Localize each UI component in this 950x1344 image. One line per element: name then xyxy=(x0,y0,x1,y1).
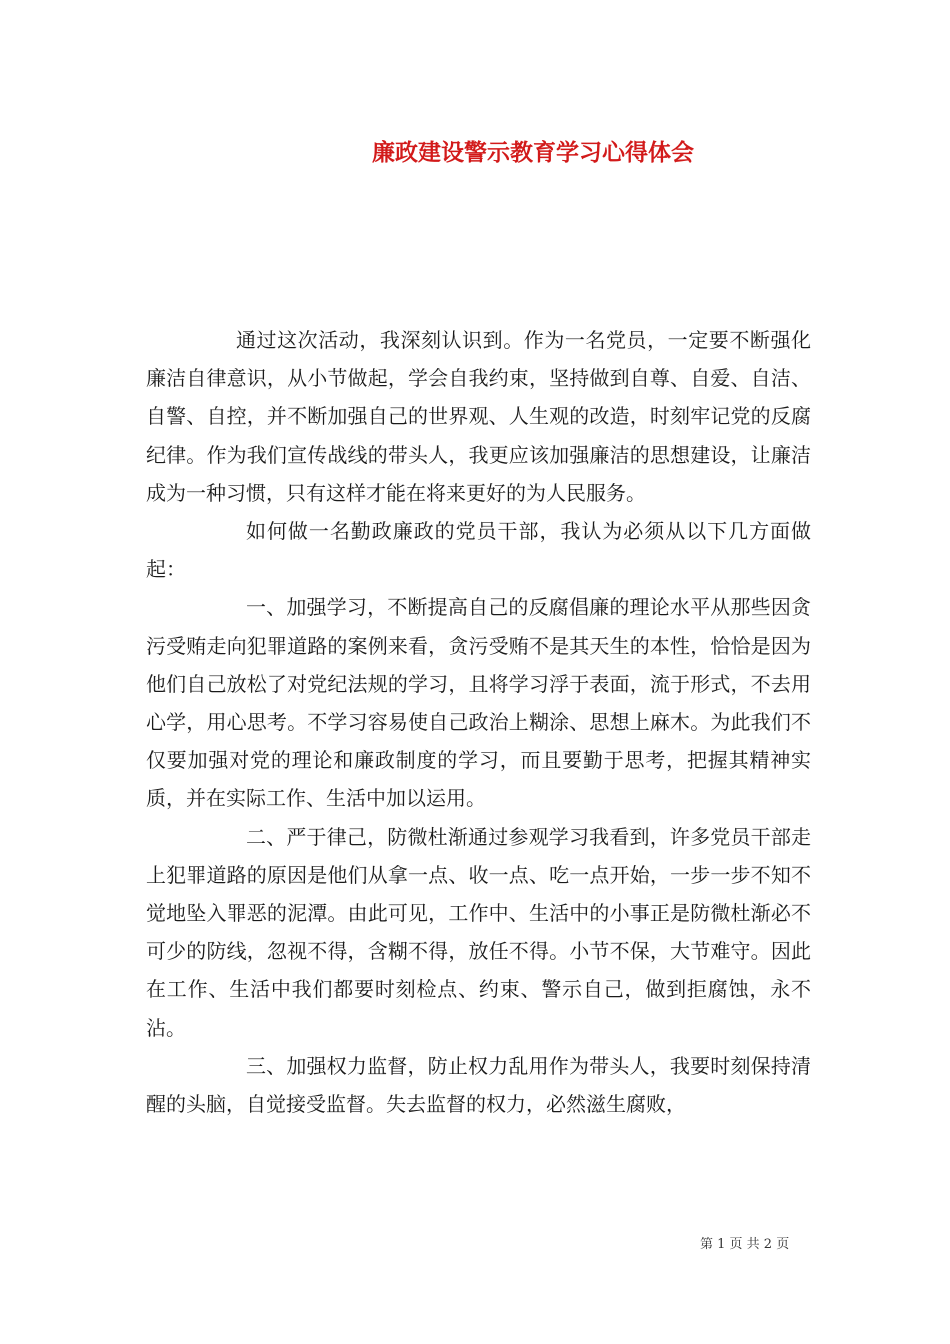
paragraph-2: 如何做一名勤政廉政的党员干部，我认为必须从以下几方面做起： xyxy=(146,519,811,582)
paragraph-5: 三、加强权力监督，防止权力乱用作为带头人，我要时刻保持清醒的头脑，自觉接受监督。失去监督的权力，必然滋生腐败， xyxy=(146,1053,811,1117)
paragraph-4: 二、严于律己，防微杜渐通过参观学习我看到，许多党员干部走上犯罪道路的原因是他们从拿一点、收一点、吃一点开始，一步一步不知不觉地坠入罪恶的泥潭。由此可见，工作中、生活中的小事正是防微杜渐必不可少的防线，忽视不得，含糊不得，放任不得。小节不保，大节难守。因此在工作、生活中我们都要时刻检点、约束、警示自己，做到拒腐蚀，永不沾。 xyxy=(146,824,811,1040)
document-title: 廉政建设警示教育学习心得体会 xyxy=(372,139,694,166)
paragraph-1: 通过这次活动，我深刻认识到。作为一名党员，一定要不断强化廉洁自律意识，从小节做起，学会自我约束，坚持做到自尊、自爱、自洁、自警、自控，并不断加强自己的世界观、人生观的改造，时刻牢记党的反腐纪律。作为我们宣传战线的带头人，我更应该加强廉洁的思想建设，让廉洁成为一种习惯，只有这样才能在将来更好的为人民服务。 xyxy=(146,328,811,505)
page-number-footer: 第 1 页 共 2 页 xyxy=(700,1237,790,1252)
document-body xyxy=(146,321,811,1123)
paragraph-3: 一、加强学习，不断提高自己的反腐倡廉的理论水平从那些因贪污受贿走向犯罪道路的案例来看，贪污受贿不是其天生的本性，恰恰是因为他们自己放松了对党纪法规的学习，且将学习浮于表面，流于形式，不去用心学，用心思考。不学习容易使自己政治上糊涂、思想上麻木。为此我们不仅要加强对党的理论和廉政制度的学习，而且要勤于思考，把握其精神实质，并在实际工作、生活中加以运用。 xyxy=(146,595,811,811)
